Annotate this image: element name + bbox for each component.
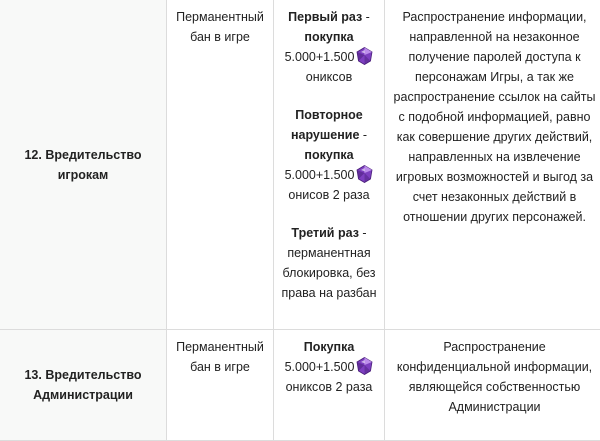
punishment-cell xyxy=(167,0,274,330)
purchase-label: Покупка xyxy=(304,340,355,354)
violation-name-cell xyxy=(0,330,167,441)
purchase-text: покупка xyxy=(304,30,353,44)
purchase-currency: ониксов 2 раза xyxy=(286,380,373,394)
violation-name: 12. Вредительство игрокам xyxy=(0,0,166,329)
purchase-currency: онисов 2 раза xyxy=(288,188,369,202)
violation-description: Распространение конфиденциальной информации, являющейся собственностью Администрации xyxy=(385,330,600,417)
onyx-gem-icon xyxy=(356,165,373,183)
purchase-cell xyxy=(274,330,385,441)
onyx-gem-icon xyxy=(356,357,373,375)
violation-name: 13. Вредительство Администрации xyxy=(0,330,166,440)
purchase-currency: ониксов xyxy=(306,70,352,84)
purchase-label: Третий раз xyxy=(291,226,359,240)
purchase-cell xyxy=(274,0,385,330)
purchase-price: 5.000+1.500 xyxy=(285,168,355,182)
purchase-text: перманентная блокировка, без права на разбан xyxy=(281,246,376,300)
violation-name-cell xyxy=(0,0,167,330)
purchase-option: Третий раз - перманентная блокировка, без права на разбан xyxy=(278,223,380,303)
punishment-cell xyxy=(167,330,274,441)
violation-description: Распространение информации, направленной на незаконное получение паролей доступа к персонажам Игры, а так же распространение ссылок на сайты с подобной информацией, равно как совершение других действий, направленных на извлечение игровых возможностей и выгод за счет незаконных действий в отношении других персонажей. xyxy=(385,0,600,227)
purchase-price: 5.000+1.500 xyxy=(285,50,355,64)
purchase-option: Повторное нарушение - покупка 5.000+1.500 онисов 2 раза xyxy=(278,105,380,205)
punishment-text: Перманентный бан в игре xyxy=(167,0,273,47)
onyx-gem-icon xyxy=(356,47,373,65)
purchase-price: 5.000+1.500 xyxy=(285,360,355,374)
purchase-label: Повторное нарушение xyxy=(291,108,363,142)
purchase-label: Первый раз xyxy=(288,10,362,24)
purchase-option: Первый раз - покупка 5.000+1.500 ониксов xyxy=(278,7,380,87)
description-cell xyxy=(385,0,600,330)
description-cell xyxy=(385,330,600,441)
purchase-text: покупка xyxy=(304,148,353,162)
punishment-text: Перманентный бан в игре xyxy=(167,330,273,377)
table-row xyxy=(0,330,600,441)
purchase-option xyxy=(278,337,380,397)
